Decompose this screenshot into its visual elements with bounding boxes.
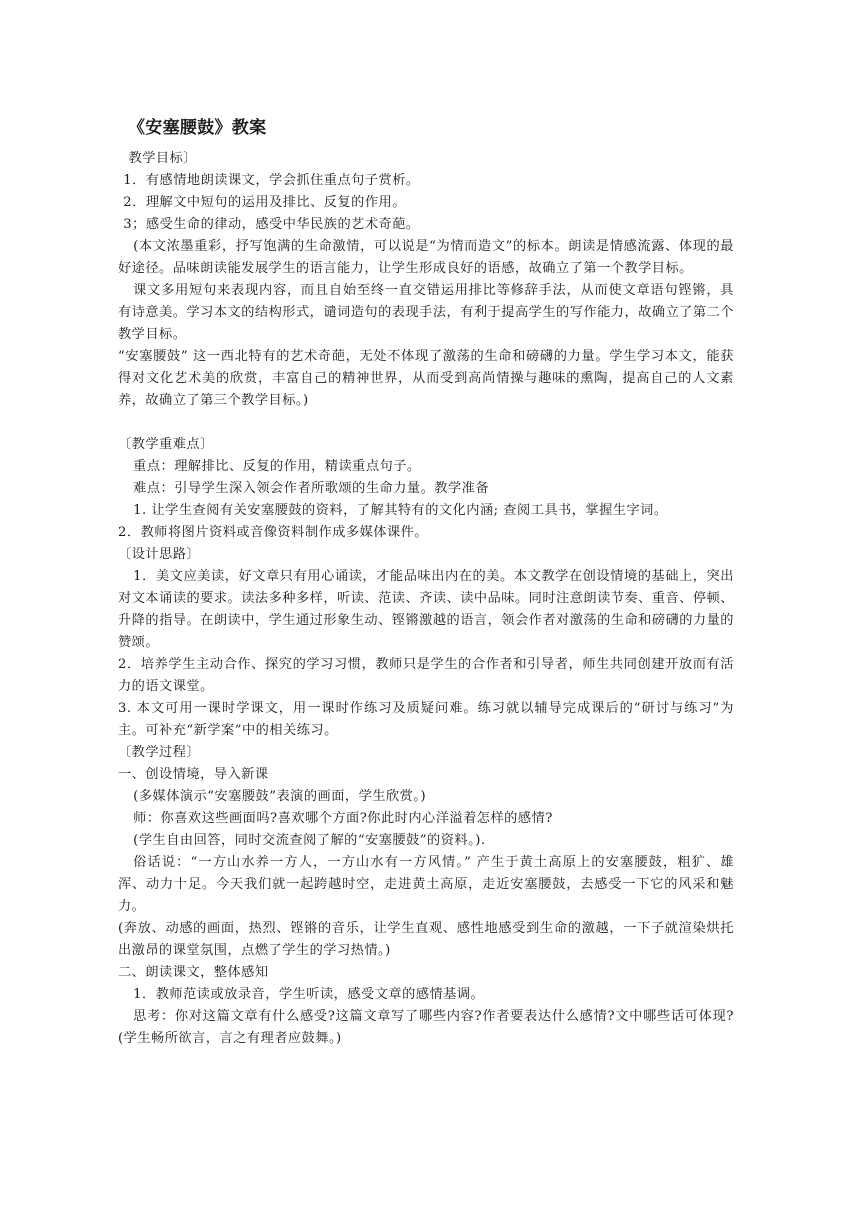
- process-step-1-note: (多媒体演示“安塞腰鼓”表演的画面，学生欣赏。): [133, 789, 427, 804]
- process-step-2-question: 思考：你对这篇文章有什么感受?这篇文章写了哪些内容?作者要表达什么感情?文中哪些话可体现?(学生畅所欲言，言之有理者应鼓舞。): [118, 1009, 734, 1046]
- section-heading-objectives: 教学目标〕: [128, 151, 197, 166]
- objective-rationale-2: 课文多用短句来表现内容，而且自始至终一直交错运用排比等修辞手法，从而使文章语句铿锵，具有诗意美。学习本文的结构形式，谴词造句的表现手法，有利于提高学生的写作能力，故确立了第二个教学目标。: [118, 283, 734, 342]
- preparation-item-1: 1. 让学生查阅有关安塞腰鼓的资料，了解其特有的文化内涵; 查阅工具书，掌握生字词。: [133, 503, 668, 518]
- design-item-1: 1．美文应美读，好文章只有用心诵读，才能品味出内在的美。本文教学在创设情境的基础上，突出对文本诵读的要求。读法多种多样，听读、范读、齐读、读中品味。同时注意朗读节奏、重音、停顿、升降的指导。在朗读中，学生通过形象生动、铿锵激越的语言，领会作者对激荡的生命和磅礴的力量的赞颂。: [118, 569, 734, 650]
- section-heading-design: 〔设计思路〕: [118, 547, 201, 562]
- difficult-point: 难点：引导学生深入领会作者所歌颂的生命力量。教学准备: [133, 481, 490, 496]
- objective-rationale-3: “安塞腰鼓” 这一西北特有的艺术奇葩，无处不体现了激荡的生命和磅礴的力量。学生学习本文，能获得对文化艺术美的欣赏，丰富自己的精神世界，从而受到高尚情操与趣味的熏陶，提高自己的人文素养，故确立了第三个教学目标。): [118, 349, 734, 408]
- preparation-item-2: 2．教师将图片资料或音像资料制作成多媒体课件。: [118, 525, 429, 540]
- document-page: [118, 116, 734, 1050]
- process-step-2-item-1: 1．教师范读或放录音，学生听读，感受文章的感情基调。: [133, 987, 485, 1002]
- document-title: 《安塞腰鼓》教案: [128, 118, 267, 138]
- section-heading-key-points: 〔教学重难点〕: [118, 437, 214, 452]
- process-step-1-saying: 俗话说：“一方山水养一方人，一方山水有一方风情。” 产生于黄土高原上的安塞腰鼓，粗犷、雄浑、动力十足。今天我们就一起跨越时空，走进黄土高原，走近安塞腰鼓，去感受一下它的风采和魅力。: [118, 855, 734, 914]
- objective-rationale-1: (本文浓墨重彩，抒写饱满的生命激情，可以说是“为情而造文”的标本。朗读是情感流露、体现的最好途径。品味朗读能发展学生的语言能力，让学生形成良好的语感，故确立了第一个教学目标。: [118, 239, 734, 276]
- process-step-1-teacher: 师：你喜欢这些画面吗?喜欢哪个方面?你此时内心洋溢着怎样的感情?: [133, 811, 553, 826]
- objective-item-2: 2．理解文中短句的运用及排比、反复的作用。: [123, 195, 406, 210]
- key-point: 重点：理解排比、反复的作用，精读重点句子。: [133, 459, 421, 474]
- design-item-3: 3. 本文可用一课时学课文，用一课时作练习及质疑问难。练习就以辅导完成课后的“研讨与练习”为主。可补充“新学案”中的相关练习。: [118, 701, 734, 738]
- blank-line: [118, 412, 734, 434]
- objective-item-3: 3；感受生命的律动，感受中华民族的艺术奇葩。: [123, 217, 420, 232]
- process-step-1-comment: (奔放、动感的画面，热烈、铿锵的音乐，让学生直观、感性地感受到生命的激越，一下子就渲染烘托出激昂的课堂氛围，点燃了学生的学习热情。): [118, 921, 734, 958]
- objective-item-1: 1．有感情地朗读课文，学会抓住重点句子赏析。: [123, 173, 420, 188]
- section-heading-process: 〔教学过程〕: [118, 745, 201, 760]
- process-step-1-student: (学生自由回答，同时交流查阅了解的“安塞腰鼓”的资料。).: [133, 833, 486, 848]
- process-step-2-heading: 二、朗读课文，整体感知: [118, 965, 269, 980]
- process-step-1-heading: 一、创设情境，导入新课: [118, 767, 269, 782]
- design-item-2: 2．培养学生主动合作、探究的学习习惯，教师只是学生的合作者和引导者，师生共同创建开放而有活力的语文课堂。: [118, 657, 734, 694]
